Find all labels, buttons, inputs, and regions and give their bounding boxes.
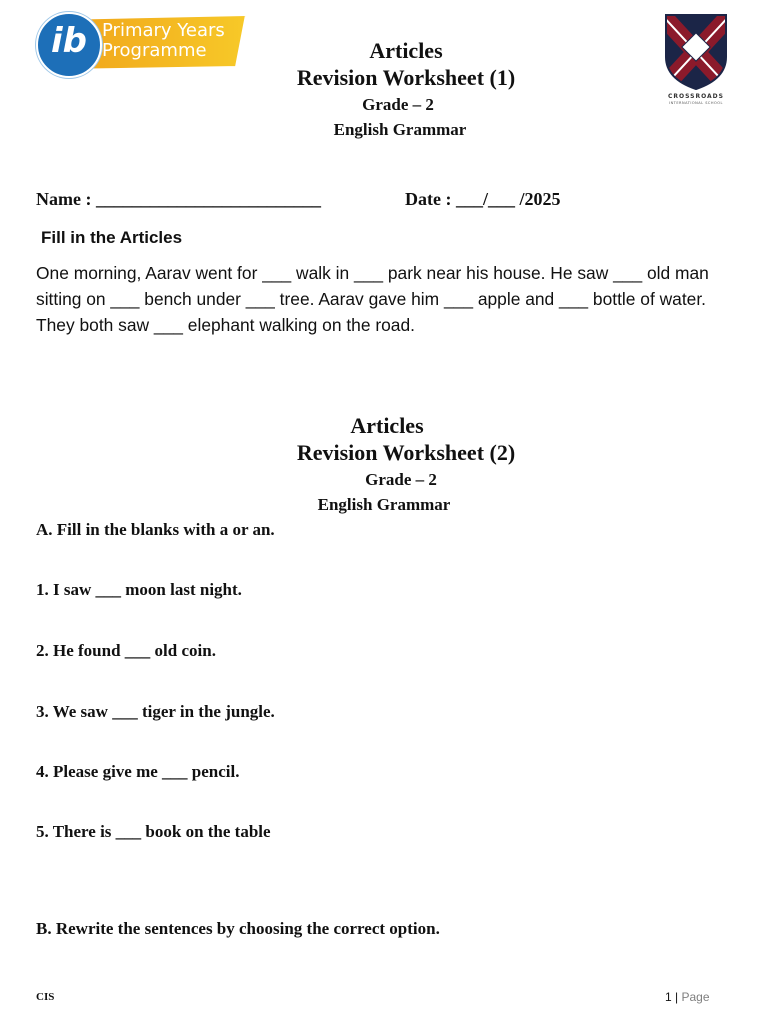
name-field-label: Name : _________________________ xyxy=(36,189,321,209)
worksheet2-title: Articles xyxy=(350,413,424,438)
question-item: 2. He found ___ old coin. xyxy=(36,641,216,660)
page-label: Page xyxy=(681,990,710,1004)
worksheet1-subject: English Grammar xyxy=(333,120,467,139)
school-subtitle: INTERNATIONAL SCHOOL xyxy=(669,101,723,105)
question-item: 4. Please give me ___ pencil. xyxy=(36,762,240,781)
page-separator: | xyxy=(675,990,679,1004)
ib-line2: Programme xyxy=(102,40,207,61)
question-item: 5. There is ___ book on the table xyxy=(36,822,271,841)
ib-letters: ib xyxy=(51,21,87,61)
worksheet2-subject: English Grammar xyxy=(317,495,451,514)
worksheet2-grade: Grade – 2 xyxy=(365,470,437,489)
date-field-label: Date : ___/___ /2025 xyxy=(405,189,561,209)
question-item: 3. We saw ___ tiger in the jungle. xyxy=(36,702,275,721)
question-item: 1. I saw ___ moon last night. xyxy=(36,580,242,599)
footer-page-number xyxy=(665,990,710,1004)
section-b-heading: B. Rewrite the sentences by choosing the correct option. xyxy=(36,919,440,938)
worksheet1-subtitle: Revision Worksheet (1) xyxy=(296,65,516,90)
worksheet1-grade: Grade – 2 xyxy=(362,95,434,114)
story-paragraph: One morning, Aarav went for ___ walk in ___ park near his house. He saw ___ old man sitting on ___ bench under ___ tree. Aarav gave him ___ apple and ___ bottle of water. They both saw ___ elephant walking on the road. xyxy=(36,263,709,335)
page-number: 1 xyxy=(665,990,672,1004)
worksheet1-title: Articles xyxy=(369,38,443,63)
school-name: CROSSROADS xyxy=(667,93,724,100)
section-a-heading: A. Fill in the blanks with a or an. xyxy=(36,520,275,539)
footer-school-abbrev: CIS xyxy=(36,991,55,1003)
section-heading-fill-articles: Fill in the Articles xyxy=(41,228,183,247)
ib-line1: Primary Years xyxy=(102,20,225,41)
worksheet2-subtitle: Revision Worksheet (2) xyxy=(296,440,516,465)
